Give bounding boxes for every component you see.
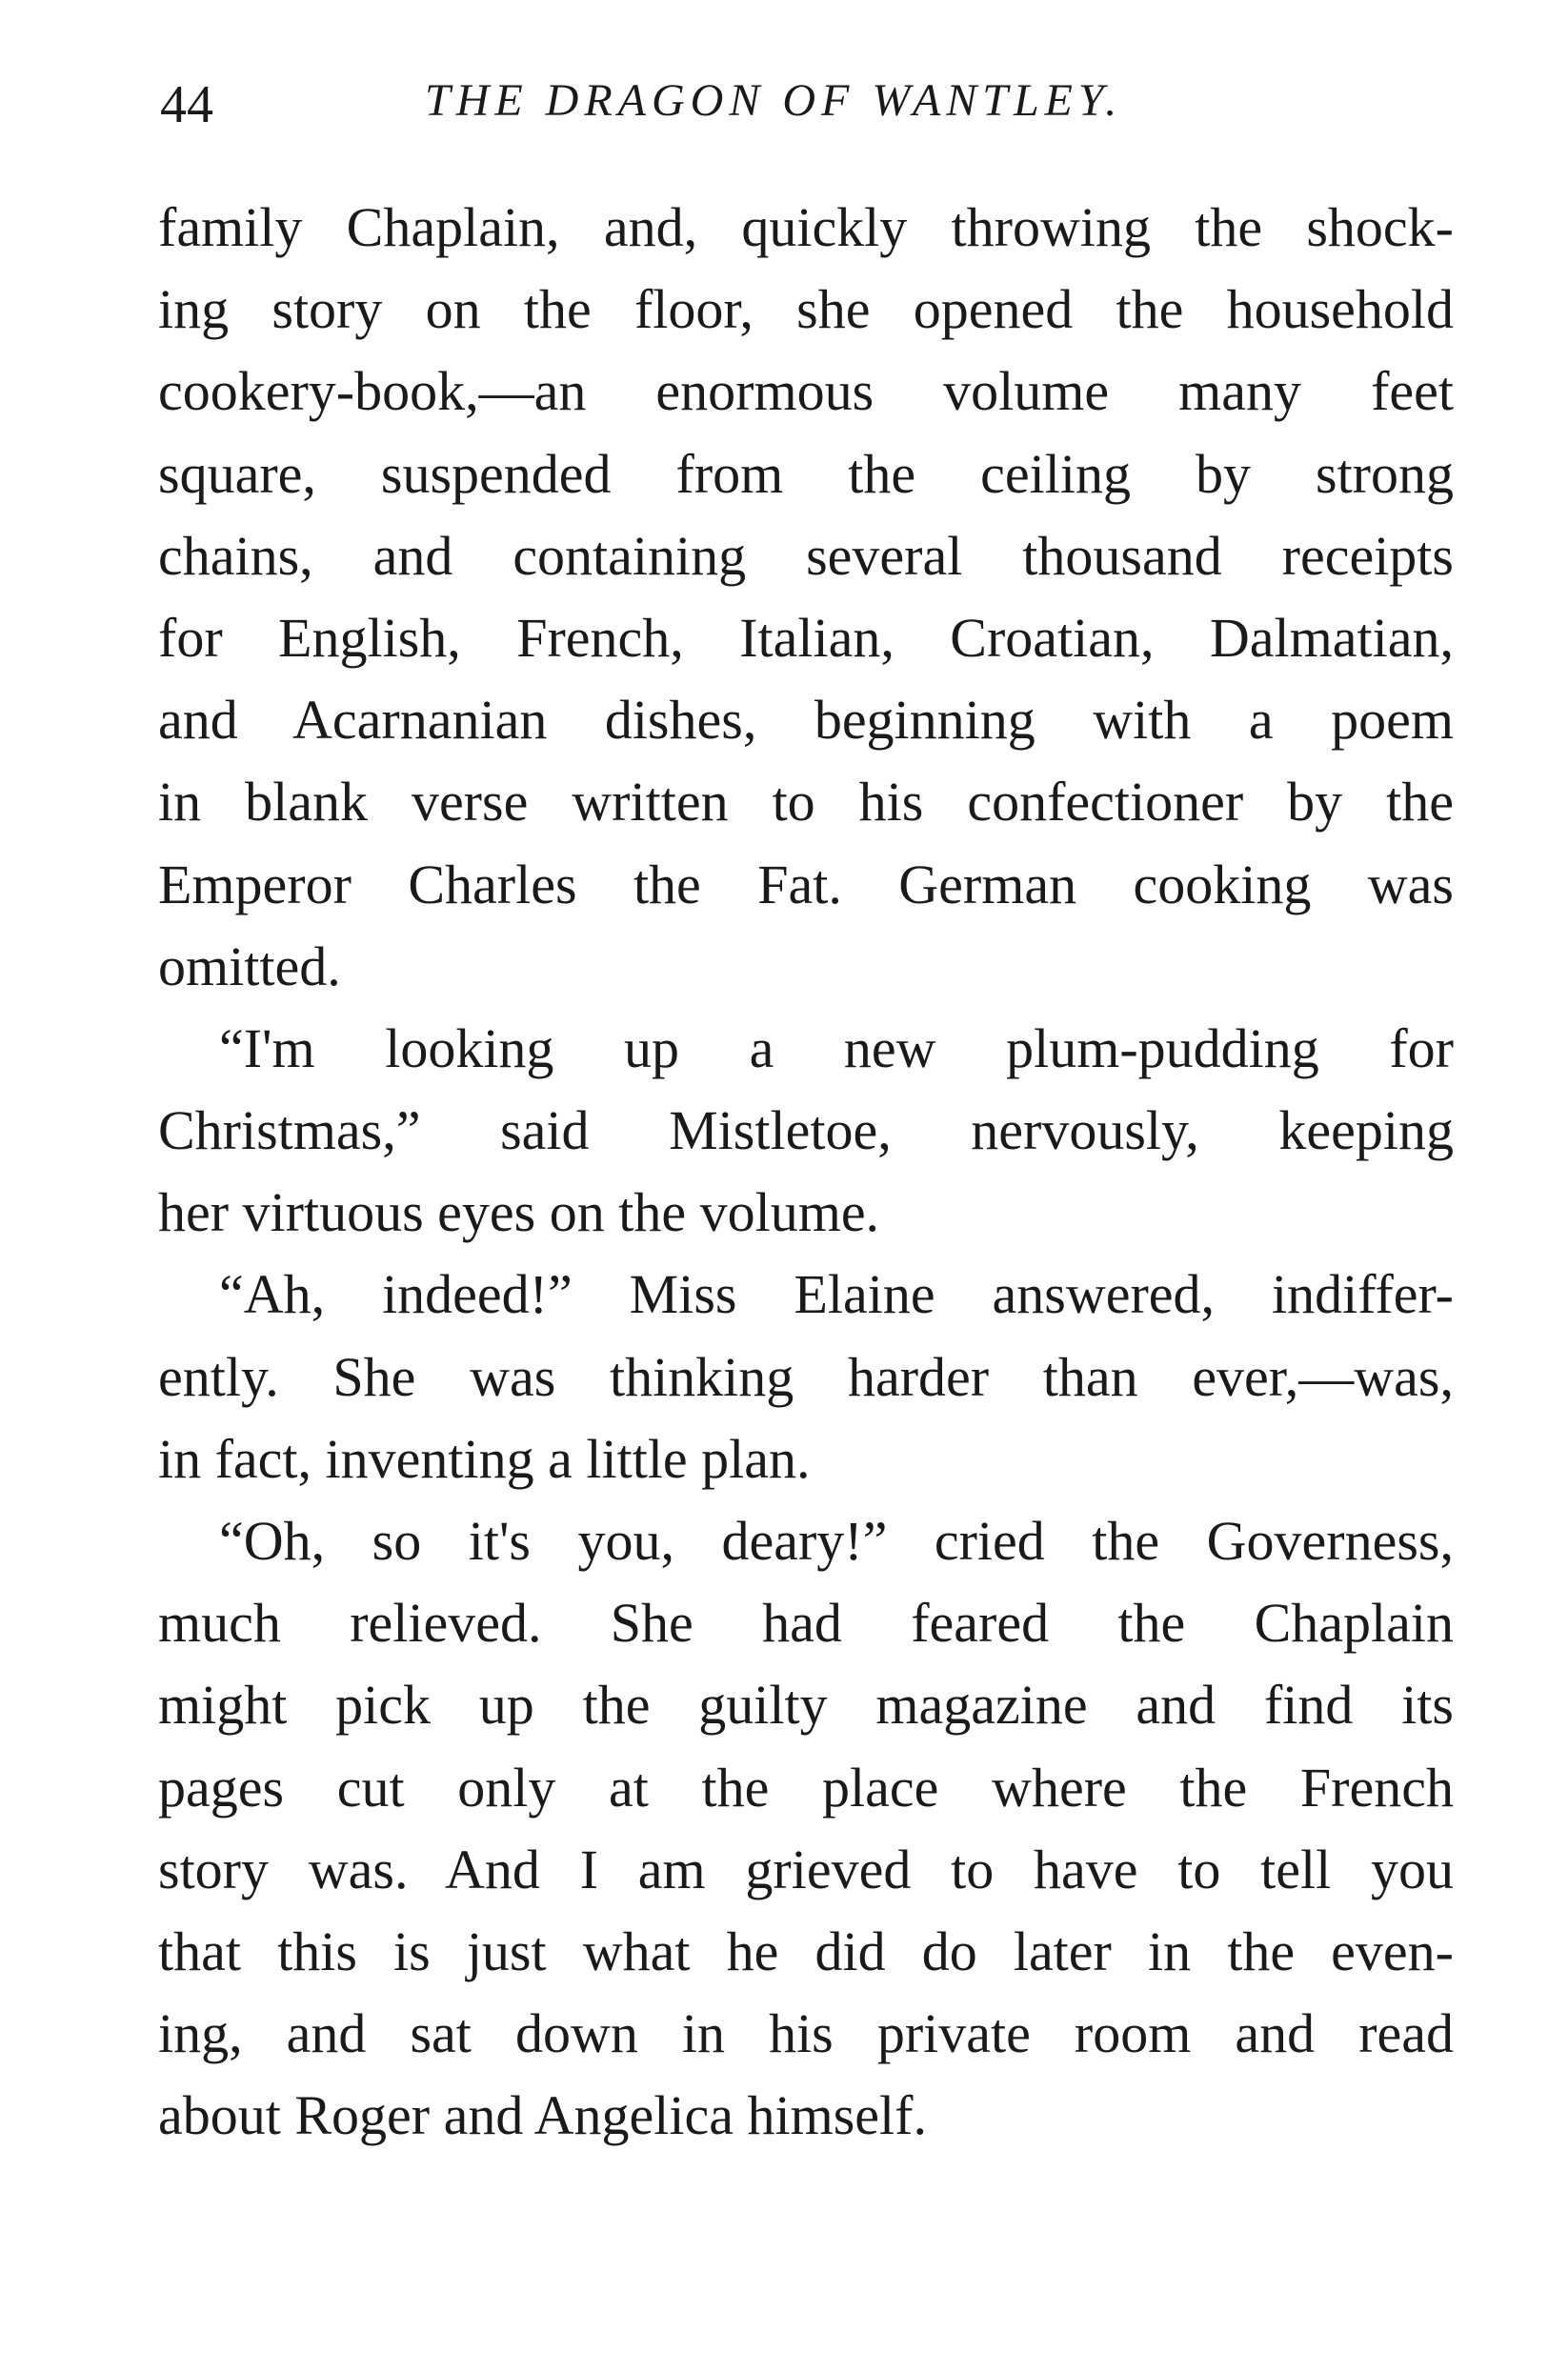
text-line: “Ah, indeed!” Miss Elaine answered, indiffer- xyxy=(219,1263,1454,1326)
text-line: about Roger and Angelica himself. xyxy=(158,2084,927,2147)
text-line: her virtuous eyes on the volume. xyxy=(158,1181,880,1244)
running-title: THE DRAGON OF WANTLEY. xyxy=(425,75,1123,126)
running-head xyxy=(160,59,1456,145)
text-line: that this is just what he did do later in the even- xyxy=(158,1920,1454,1982)
text-line: Christmas,” said Mistletoe, nervously, keeping xyxy=(158,1099,1454,1162)
text-line: “Oh, so it's you, deary!” cried the Governess, xyxy=(219,1510,1454,1572)
text-line: ing, and sat down in his private room and read xyxy=(158,2002,1454,2065)
text-line: chains, and containing several thousand receipts xyxy=(158,524,1454,587)
text-line: for English, French, Italian, Croatian, Dalmatian, xyxy=(158,606,1454,669)
text-line: omitted. xyxy=(158,935,341,997)
text-line: square, suspended from the ceiling by strong xyxy=(158,442,1454,505)
text-line: “I'm looking up a new plum-pudding for xyxy=(219,1016,1454,1079)
text-line: family Chaplain, and, quickly throwing the shock- xyxy=(158,196,1454,258)
text-line: cookery-book,—an enormous volume many feet xyxy=(158,360,1454,423)
text-line: much relieved. She had feared the Chaplain xyxy=(158,1592,1454,1655)
text-line: Emperor Charles the Fat. German cooking was xyxy=(158,853,1454,915)
page-number: 44 xyxy=(160,75,213,134)
text-line: in blank verse written to his confectioner by the xyxy=(158,771,1454,834)
text-line: in fact, inventing a little plan. xyxy=(158,1427,811,1490)
body-text xyxy=(158,187,1454,2158)
text-line: story was. And I am grieved to have to tell you xyxy=(158,1838,1454,1900)
text-line: pages cut only at the place where the French xyxy=(158,1756,1454,1819)
text-line: might pick up the guilty magazine and find its xyxy=(158,1674,1454,1737)
text-line: and Acarnanian dishes, beginning with a poem xyxy=(158,689,1454,752)
text-line: ently. She was thinking harder than ever,—was, xyxy=(158,1345,1454,1408)
text-line: ing story on the floor, she opened the household xyxy=(158,278,1454,341)
